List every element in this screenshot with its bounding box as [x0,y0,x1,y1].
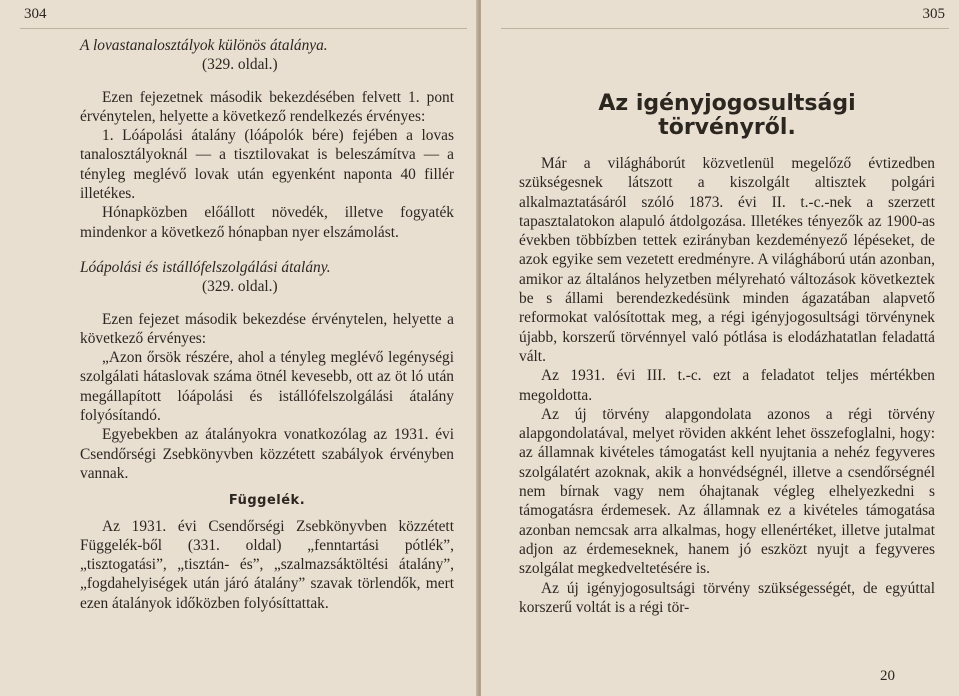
left-page-content [80,36,454,613]
paragraph: Az új igényjogosultsági törvény szükségességét, de egyúttal korszerű voltát is a régi tör- [519,579,935,616]
left-page [0,0,478,696]
paragraph: 1. Lóápolási átalány (lóápolók bére) fejében a lovas tanalosztályoknál — a tisztilovakat is beleszámítva — a tényleg meglévő lovak után egyenként naponta 40 fillér illetékes. [80,127,454,203]
paragraph: Már a világháborút közvetlenül megelőző évtizedben szükségesnek látszott a kiszolgált altisztek polgári alkalmaztatásáról szóló 1873. évi II. t.-c.-nek a szerzett tapasztalatokon alapuló átdolgozása. Illetékes tényezők az 1900-as években többízben tettek ezirányban kezdeményező lépéseket, de azok egyike sem vezetett eredményre. A világháború után azonban, amikor az általános helyzetben mélyreható változások következtek be s állami berendezkedésünk minden ágazatában alapvető reformokat valósítottak meg, a régi igényjogosultsági törvénynek újabb, korszerű törvénnyel való pótlása is elodázhatatlan feladattá vált. [519,155,935,365]
article-title-line-1: Az igényjogosultsági [598,91,856,116]
article-title [519,92,935,140]
right-page-content [519,40,935,617]
paragraph: Az 1931. évi III. t.-c. ezt a feladatot teljes mértékben megoldotta. [519,367,935,404]
right-top-rule [501,28,949,29]
paragraph: Az új törvény alapgondolata azonos a régi törvény alapgondolatával, melyet röviden akként lehet összefoglalni, hogy: az államnak kivételes támogatást kell nyujtania a nehéz fegyveres szolgálatért azoknak, akik a honvédségnél, illetve a csendőrségnél nem bírnak vagy nem óhajtanak végleg elhelyezkedni s támogatásra érdemesek. Az államnak ez a kivételes támogatása azonban nemcsak arra alkalmas, hogy ellenértéket, illetve jutalmat adjon az érdemeseknek, hanem jó eszközt nyujt a fegyveres szolgálat megkedveltetésére is. [519,405,935,578]
paragraph: „Azon őrsök részére, ahol a tényleg meglévő legénységi szolgálati hátaslovak száma ötnél kevesebb, ott az öt ló után megállapított lóápolási és istállófelszolgálási átalány folyósítandó. [80,349,454,425]
paragraph: Az 1931. évi Csendőrségi Zsebkönyvben közzétett Függelék-ből (331. oldal) „fenntartási pótlék”, „tisztogatási”, „tisztán- és”, „szalmazsáktöltési átalány”, „fogdahelyiségek után járó átalány” szavak törlendők, mert ezen átalányok időközben folyósíttattak. [80,517,454,612]
paragraph: Egyebekben az átalányokra vonatkozólag az 1931. évi Csendőrségi Zsebkönyvben közzétett szabályok érvényben vannak. [80,426,454,482]
appendix-heading: Függelék. [228,493,306,509]
left-top-rule [20,28,467,29]
section-heading-ref: (329. oldal.) [202,278,278,296]
paragraph: Hónapközben előállott növedék, illetve fogyaték mindenkor a következő hónapban nyer elszámolást. [80,204,454,241]
right-page [481,0,959,696]
left-page-number: 304 [24,6,47,22]
section-heading-loapolasi: Lóápolási és istállófelszolgálási átalány. [80,258,331,276]
article-title-line-2: törvényről. [658,115,796,140]
signature-mark: 20 [880,668,895,684]
right-page-number: 305 [922,6,945,22]
paragraph: Ezen fejezet második bekezdése érvénytelen, helyette a következő érvényes: [80,310,454,347]
paragraph: Ezen fejezetnek második bekezdésében felvett 1. pont érvénytelen, helyette a következő rendelkezés érvényes: [80,88,454,125]
section-heading-lovastanalosztalyok: A lovastanalosztályok különös átalánya. [80,37,328,54]
section-heading-ref: (329. oldal.) [202,56,278,74]
